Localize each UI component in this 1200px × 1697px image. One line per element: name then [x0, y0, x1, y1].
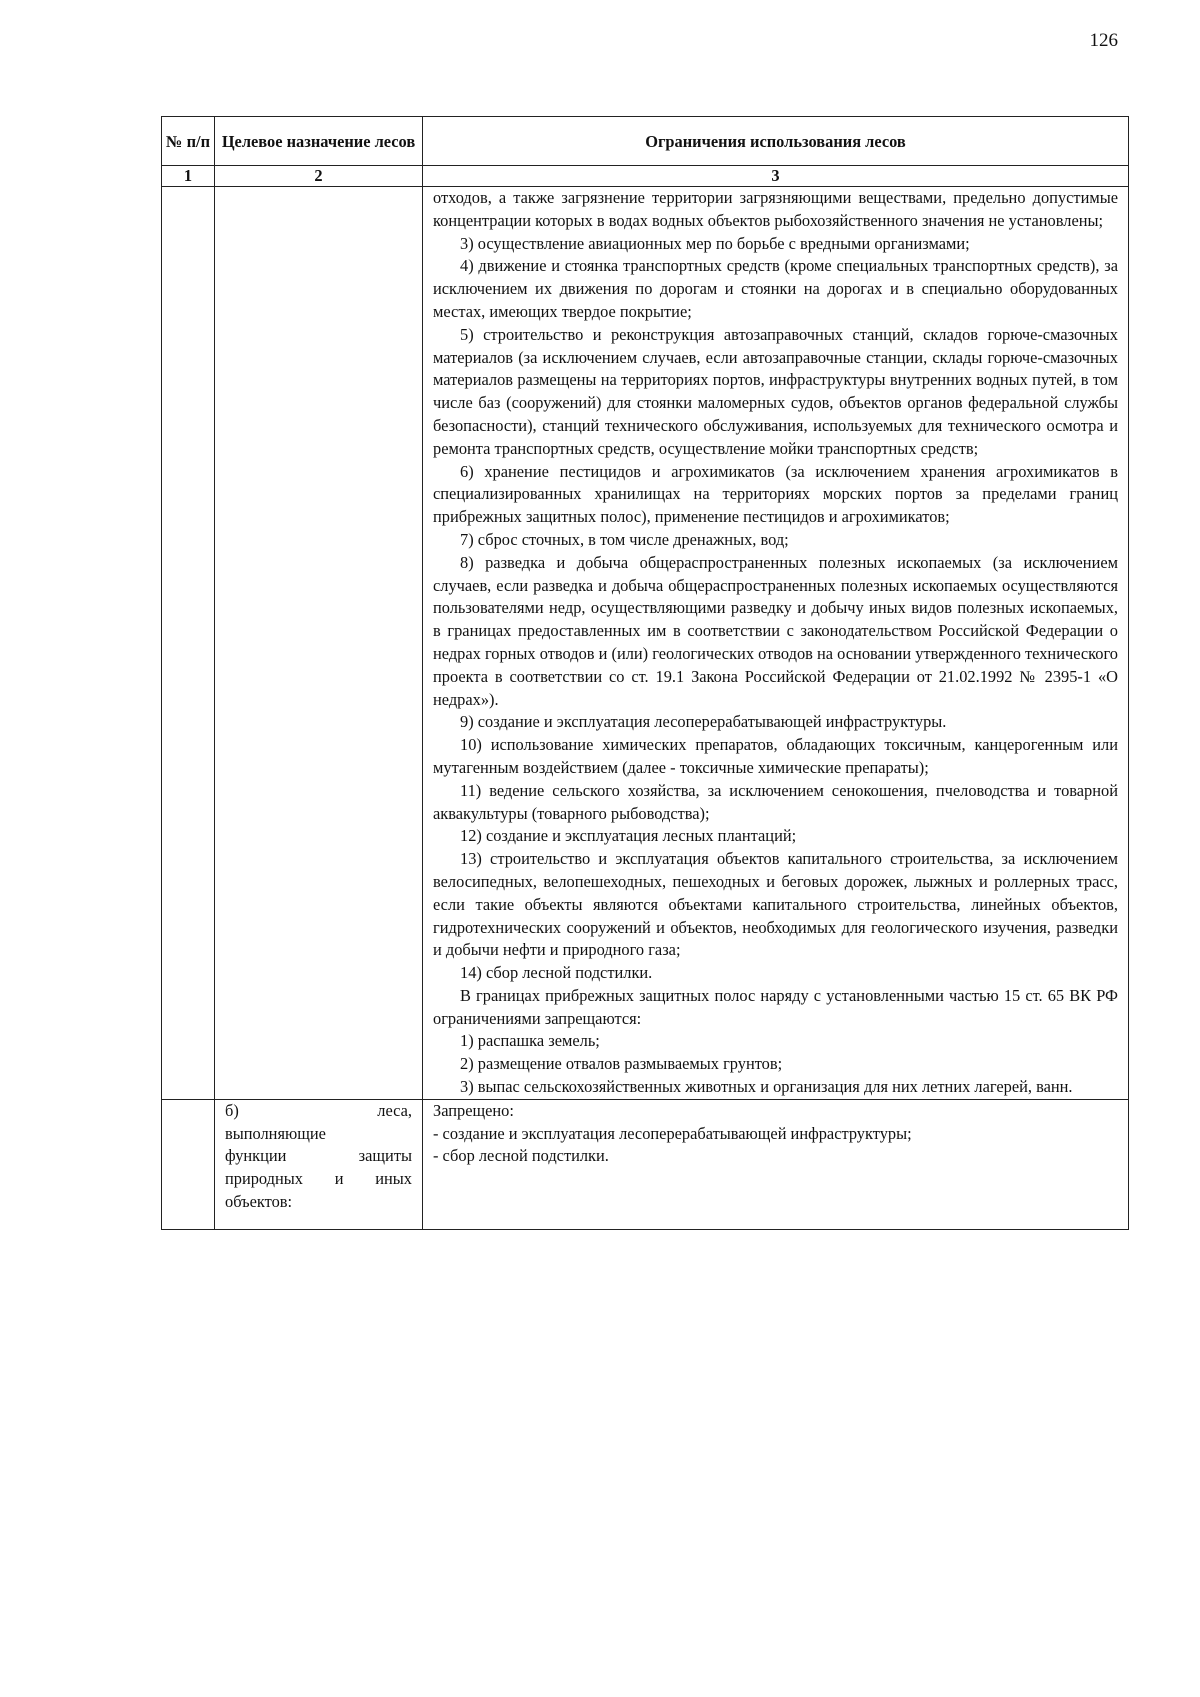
- purpose-line: природных и иных: [225, 1169, 412, 1189]
- restrictions-table: [161, 116, 1129, 1230]
- column-number-1: 1: [162, 166, 215, 187]
- restriction-paragraph: 12) создание и эксплуатация лесных плантаций;: [460, 826, 797, 846]
- page-number: 126: [1089, 30, 1118, 51]
- restriction-paragraph: 5) строительство и реконструкция автозаправочных станций, складов горюче-смазочных материалов (за исключением случаев, если автозаправочные станции, склады горюче-смазочных материалов размещены на территориях портов, инфраструктуры внутренних водных путей, в том числе баз (сооружений) для стоянки маломерных судов, объектов органов федеральной службы безопасности), станций технического обслуживания, используемых для технического осмотра и ремонта транспортных средств, осуществление мойки транспортных средств;: [433, 324, 1118, 458]
- row-a-number: [162, 187, 215, 1100]
- header-restrictions: Ограничения использования лесов: [423, 117, 1129, 166]
- row-b-number: [162, 1099, 215, 1229]
- row-b-restrictions: [423, 1099, 1129, 1229]
- purpose-line: б) леса,: [225, 1100, 412, 1120]
- header-number: № п/п: [162, 117, 215, 166]
- purpose-line: выполняющие: [225, 1123, 326, 1143]
- restriction-paragraph: 3) осуществление авиационных мер по борьбе с вредными организмами;: [460, 233, 970, 253]
- header-purpose: Целевое назначение лесов: [215, 117, 423, 166]
- restriction-line: Запрещено:: [433, 1100, 514, 1120]
- row-b-purpose: [215, 1099, 423, 1229]
- row-a-purpose: [215, 187, 423, 1100]
- restriction-paragraph: 3) выпас сельскохозяйственных животных и организация для них летних лагерей, ванн.: [460, 1077, 1073, 1097]
- column-number-3: 3: [423, 166, 1129, 187]
- restriction-paragraph: 8) разведка и добыча общераспространенных полезных ископаемых (за исключением случаев, если разведка и добыча общераспространенных полезных ископаемых осуществляются пользователями недр, осуществляющими разведку и добычу иных видов полезных ископаемых, в границах предоставленных им в соответствии с законодательством Российской Федерации о недрах горных отводов и (или) геологических отводов на основании утвержденного технического проекта в соответствии со ст. 19.1 Закона Российской Федерации от 21.02.1992 № 2395-1 «О недрах»).: [433, 552, 1118, 709]
- restriction-paragraph: 14) сбор лесной подстилки.: [460, 963, 653, 983]
- purpose-line: объектов:: [225, 1192, 293, 1212]
- table-row-a: [162, 187, 1129, 1100]
- table-row-b: [162, 1099, 1129, 1229]
- purpose-line: функции защиты: [225, 1146, 412, 1166]
- restriction-line: - создание и эксплуатация лесоперерабатывающей инфраструктуры;: [433, 1123, 912, 1143]
- restriction-paragraph: 4) движение и стоянка транспортных средств (кроме специальных транспортных средств), за исключением их движения по дорогам и стоянки на дорогах и в специально оборудованных местах, имеющих твердое покрытие;: [433, 256, 1118, 321]
- restriction-paragraph: 6) хранение пестицидов и агрохимикатов (за исключением хранения агрохимикатов в специализированных хранилищах на территориях морских портов за пределами границ прибрежных защитных полос), применение пестицидов и агрохимикатов;: [433, 461, 1118, 527]
- column-number-2: 2: [215, 166, 423, 187]
- restriction-paragraph: 13) строительство и эксплуатация объектов капитального строительства, за исключением велосипедных, велопешеходных, пешеходных и беговых дорожек, лыжных и роллерных трасс, если такие объекты являются объектами капитального строительства, линейных объектов, гидротехнических сооружений и объектов, необходимых для геологического изучения, разведки и добычи нефти и природного газа;: [433, 849, 1118, 960]
- restriction-paragraph: В границах прибрежных защитных полос наряду с установленными частью 15 ст. 65 ВК РФ ограничениями запрещаются:: [433, 985, 1118, 1028]
- restriction-paragraph: 1) распашка земель;: [460, 1031, 600, 1051]
- restriction-paragraph: 10) использование химических препаратов, обладающих токсичным, канцерогенным или мутагенным воздействием (далее - токсичные химические препараты);: [433, 735, 1118, 777]
- column-number-row: [162, 166, 1129, 187]
- restriction-paragraph: 7) сброс сточных, в том числе дренажных, вод;: [460, 529, 789, 549]
- restriction-line: - сбор лесной подстилки.: [433, 1146, 609, 1166]
- restriction-paragraph: 11) ведение сельского хозяйства, за исключением сенокошения, пчеловодства и товарной аквакультуры (товарного рыбоводства);: [433, 780, 1118, 823]
- restriction-paragraph: отходов, а также загрязнение территории загрязняющими веществами, предельно допустимые концентрации которых в водах водных объектов рыбохозяйственного значения не установлены;: [433, 188, 1118, 230]
- restriction-paragraph: 2) размещение отвалов размываемых грунтов;: [460, 1054, 783, 1074]
- row-a-restrictions: [423, 187, 1129, 1100]
- restriction-paragraph: 9) создание и эксплуатация лесоперерабатывающей инфраструктуры.: [460, 712, 947, 732]
- table-header-row: [162, 117, 1129, 166]
